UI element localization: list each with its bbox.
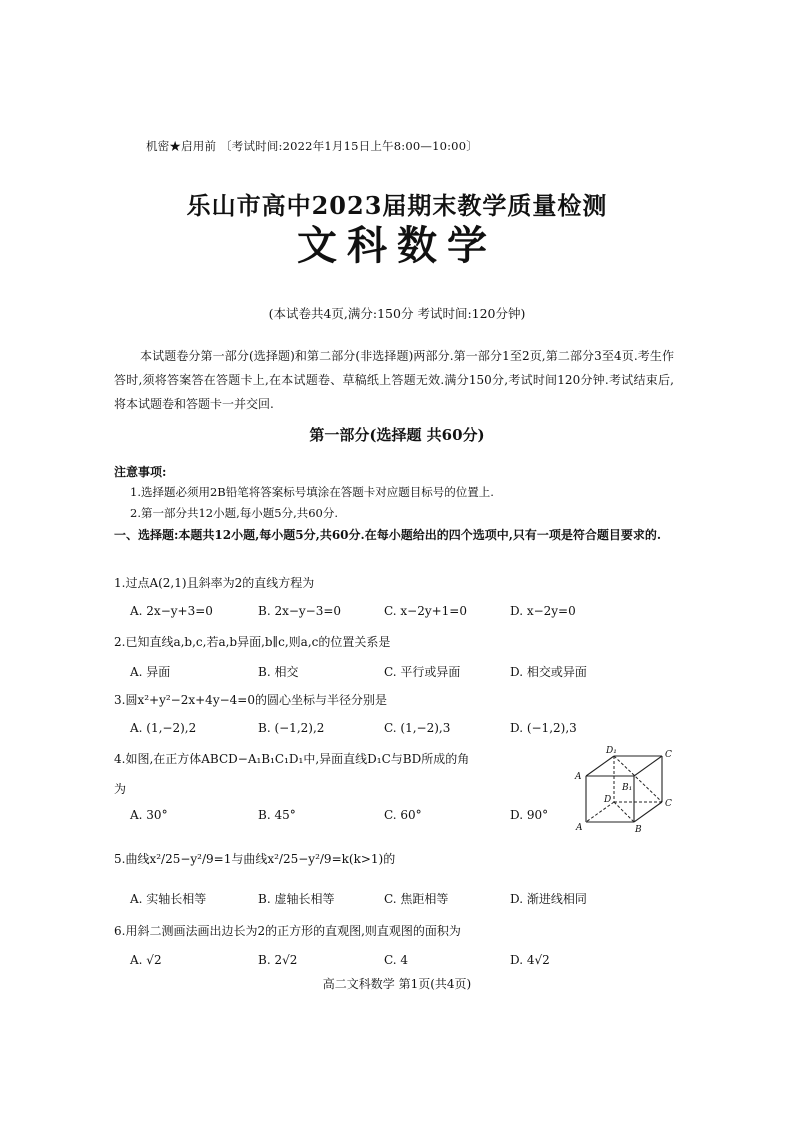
cube-edge: [634, 802, 662, 822]
label-d1: D₁: [606, 746, 617, 756]
label-a: A: [576, 823, 583, 833]
question-1-option-b: B. 2x−y−3=0: [258, 604, 342, 618]
question-6-option-a: A. √2: [130, 953, 162, 967]
question-5-option-b: B. 虚轴长相等: [258, 892, 335, 906]
question-4-stem-cont: 为: [114, 782, 127, 796]
question-2-option-b: B. 相交: [258, 665, 299, 679]
intro-paragraph: 本试题卷分第一部分(选择题)和第二部分(非选择题)两部分.第一部分1至2页,第二部分3至4页.考生作答时,须将答案答在答题卡上,在本试题卷、草稿纸上答题无效.满分150分,考试时间120分钟.考试结束后,将本试题卷和答题卡一并交回.: [114, 349, 674, 411]
note-item: 2.第一部分共12小题,每小题5分,共60分.: [130, 506, 339, 520]
cube-edge: [586, 756, 614, 776]
cube-hidden-edge: [586, 802, 614, 822]
question-4-stem: 4.如图,在正方体ABCD−A₁B₁C₁D₁中,异面直线D₁C与BD所成的角: [114, 752, 470, 766]
notes-heading: 注意事项:: [114, 465, 167, 479]
subject-title: 文科数学: [297, 222, 497, 269]
part1-title: 第一部分(选择题 共60分): [309, 426, 485, 444]
cube-edge: [634, 756, 662, 776]
label-c: C: [665, 799, 672, 809]
label-a1: A: [575, 772, 582, 782]
label-b1: B₁: [622, 783, 633, 793]
exam-info: (本试卷共4页,满分:150分 考试时间:120分钟): [268, 306, 526, 321]
cube-diagram: [572, 744, 680, 834]
page-footer: 高二文科数学 第1页(共4页): [322, 977, 472, 991]
question-3-option-a: A. (1,−2),2: [130, 721, 197, 735]
question-2-option-c: C. 平行或异面: [384, 665, 461, 679]
cube-diagonal-bd: [614, 802, 634, 822]
question-5-option-d: D. 渐进线相同: [510, 892, 587, 906]
question-2-option-d: D. 相交或异面: [510, 665, 587, 679]
question-3-stem: 3.圆x²+y²−2x+4y−4=0的圆心坐标与半径分别是: [114, 693, 387, 707]
question-3-option-d: D. (−1,2),3: [510, 721, 577, 735]
label-b: B: [635, 825, 642, 834]
section1-instructions: 一、选择题:本题共12小题,每小题5分,共60分.在每小题给出的四个选项中,只有一项是符合题目要求的.: [114, 528, 662, 542]
question-6-option-b: B. 2√2: [258, 953, 298, 967]
question-2-stem: 2.已知直线a,b,c,若a,b异面,b∥c,则a,c的位置关系是: [114, 635, 391, 649]
question-6-option-d: D. 4√2: [510, 953, 550, 967]
question-1-stem: 1.过点A(2,1)且斜率为2的直线方程为: [114, 576, 315, 590]
question-4-option-b: B. 45°: [258, 808, 296, 822]
cube-diagonal-d1c: [614, 756, 662, 802]
label-d: D: [604, 795, 612, 805]
label-c1: C: [665, 750, 672, 760]
note-item: 1.选择题必须用2B铅笔将答案标号填涂在答题卡对应题目标号的位置上.: [130, 485, 494, 499]
question-3-option-c: C. (1,−2),3: [384, 721, 451, 735]
question-4-option-c: C. 60°: [384, 808, 422, 822]
question-6-stem: 6.用斜二测画法画出边长为2的正方形的直观图,则直观图的面积为: [114, 924, 461, 938]
exam-title: 乐山市高中2023届期末教学质量检测: [186, 191, 608, 220]
question-3-option-b: B. (−1,2),2: [258, 721, 325, 735]
question-5-option-a: A. 实轴长相等: [130, 892, 207, 906]
confidential-header: 机密★启用前 〔考试时间:2022年1月15日上午8:00—10:00〕: [146, 139, 478, 153]
question-2-option-a: A. 异面: [130, 665, 171, 679]
question-5-option-c: C. 焦距相等: [384, 892, 449, 906]
question-1-option-d: D. x−2y=0: [510, 604, 576, 618]
question-1-option-c: C. x−2y+1=0: [384, 604, 467, 618]
question-4-option-d: D. 90°: [510, 808, 549, 822]
question-4-option-a: A. 30°: [130, 808, 168, 822]
question-1-option-a: A. 2x−y+3=0: [130, 604, 213, 618]
question-5-stem: 5.曲线x²/25−y²/9=1与曲线x²/25−y²/9=k(k>1)的: [114, 852, 396, 866]
question-6-option-c: C. 4: [384, 953, 409, 967]
